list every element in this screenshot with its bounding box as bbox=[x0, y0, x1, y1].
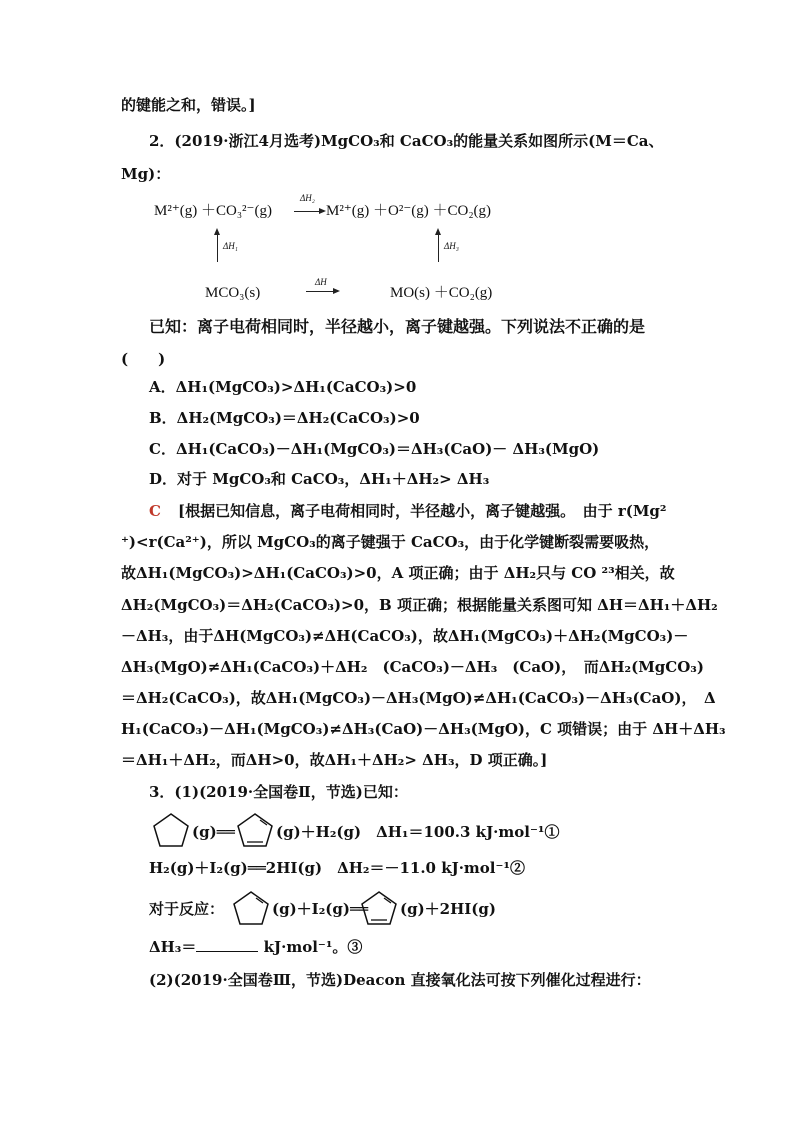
arrow-up-left bbox=[217, 234, 218, 262]
explanation-line-2: ⁺)<r(Ca²⁺)，所以 MgCO₃的离子键强于 CaCO₃，由于化学键断裂需要吸热， bbox=[121, 533, 660, 551]
eq3-lead: 对于反应： bbox=[149, 900, 225, 918]
cyclopentadiene-structure-2 bbox=[360, 890, 398, 926]
explanation-line-7: ＝ΔH₂(CaCO₃)，故ΔH₁(MgCO₃)－ΔH₃(MgO)≠ΔH₁(CaCO₃)－ΔH₃(CaO)， Δ bbox=[121, 689, 716, 707]
question-2-stem-cont: Mg)： bbox=[121, 165, 171, 183]
question-3-part-2: (2)(2019·全国卷Ⅲ，节选)Deacon 直接氧化法可按下列催化过程进行： bbox=[149, 971, 651, 989]
answer-letter: C bbox=[149, 502, 161, 520]
eq1-tail: (g)＋H₂(g) ΔH₁＝100.3 kJ·mol⁻¹① bbox=[276, 823, 560, 841]
eq2: H₂(g)＋I₂(g)══2HI(g) ΔH₂＝－11.0 kJ·mol⁻¹② bbox=[149, 859, 525, 877]
dh3-tail: kJ·mol⁻¹。③ bbox=[263, 938, 363, 956]
explanation-line-6: ΔH₃(MgO)≠ΔH₁(CaCO₃)＋ΔH₂ (CaCO₃)－ΔH₃ (CaO)， 而ΔH₂(MgCO₃) bbox=[121, 658, 704, 676]
diagram-dh1-label: ΔH₁ bbox=[223, 241, 238, 251]
known-text: 已知：离子电荷相同时，半径越小，离子键越强。下列说法不正确的是 bbox=[149, 317, 646, 336]
explanation-line-9: ＝ΔH₁＋ΔH₂，而ΔH>0，故ΔH₁＋ΔH₂> ΔH₃，D 项正确。] bbox=[121, 751, 548, 769]
diagram-dh3-label: ΔH₃ bbox=[444, 241, 459, 251]
eq1-mid: (g)══ bbox=[192, 823, 235, 841]
cyclopentadiene-structure bbox=[236, 812, 274, 848]
diagram-bottom-left: MCO₃(s) bbox=[205, 285, 261, 301]
diagram-dh-label: ΔH bbox=[315, 277, 327, 287]
dh3-answer-line bbox=[149, 937, 362, 957]
cyclopentane-structure bbox=[152, 812, 190, 848]
explanation-line-1: [根据已知信息，离子电荷相同时，半径越小，离子键越强。 由于 r(Mg² bbox=[178, 502, 667, 520]
eq3-tail: (g)＋2HI(g) bbox=[400, 900, 496, 918]
diagram-top-right: M²⁺(g) ＋O²⁻(g) ＋CO₂(g) bbox=[326, 203, 492, 219]
arrow-right-top bbox=[294, 211, 324, 212]
question-3-stem: 3．(1)(2019·全国卷Ⅱ，节选)已知： bbox=[149, 783, 408, 801]
answer-blank bbox=[196, 937, 258, 952]
arrow-right-bottom bbox=[306, 291, 338, 292]
diagram-top-left: M²⁺(g) ＋CO₃²⁻(g) bbox=[154, 203, 272, 219]
text-line: 的键能之和，错误。] bbox=[121, 96, 256, 114]
eq3-mid: (g)＋I₂(g)══ bbox=[272, 900, 369, 918]
explanation-line-4: ΔH₂(MgCO₃)＝ΔH₂(CaCO₃)>0，B 项正确；根据能量关系图可知 ΔH＝ΔH₁＋ΔH₂ bbox=[121, 596, 718, 614]
question-2-stem: 2．(2019·浙江4月选考)MgCO₃和 CaCO₃的能量关系如图所示(M＝Ca、 bbox=[149, 132, 664, 150]
option-c: C．ΔH₁(CaCO₃)－ΔH₁(MgCO₃)＝ΔH₃(CaO)－ ΔH₃(MgO) bbox=[149, 440, 600, 458]
answer-paren: ( ) bbox=[121, 350, 166, 368]
diagram-dh2-label: ΔH₂ bbox=[300, 193, 315, 203]
diagram-bottom-right: MO(s) ＋CO₂(g) bbox=[390, 285, 493, 301]
option-b: B．ΔH₂(MgCO₃)＝ΔH₂(CaCO₃)>0 bbox=[149, 409, 420, 427]
explanation-line-8: H₁(CaCO₃)－ΔH₁(MgCO₃)≠ΔH₃(CaO)－ΔH₃(MgO)，C 项错误；由于 ΔH＋ΔH₃ bbox=[121, 720, 726, 738]
explanation-line-3: 故ΔH₁(MgCO₃)>ΔH₁(CaCO₃)>0，A 项正确；由于 ΔH₂只与 CO ²³相关，故 bbox=[121, 564, 675, 582]
cyclopentene-structure bbox=[232, 890, 270, 926]
option-d: D．对于 MgCO₃和 CaCO₃，ΔH₁＋ΔH₂> ΔH₃ bbox=[149, 470, 490, 488]
explanation-line-5: －ΔH₃，由于ΔH(MgCO₃)≠ΔH(CaCO₃)，故ΔH₁(MgCO₃)＋ΔH₂(MgCO₃)－ bbox=[121, 627, 689, 645]
arrow-up-right bbox=[438, 234, 439, 262]
option-a: A．ΔH₁(MgCO₃)>ΔH₁(CaCO₃)>0 bbox=[149, 378, 417, 396]
dh3-lead: ΔH₃＝ bbox=[149, 938, 197, 956]
